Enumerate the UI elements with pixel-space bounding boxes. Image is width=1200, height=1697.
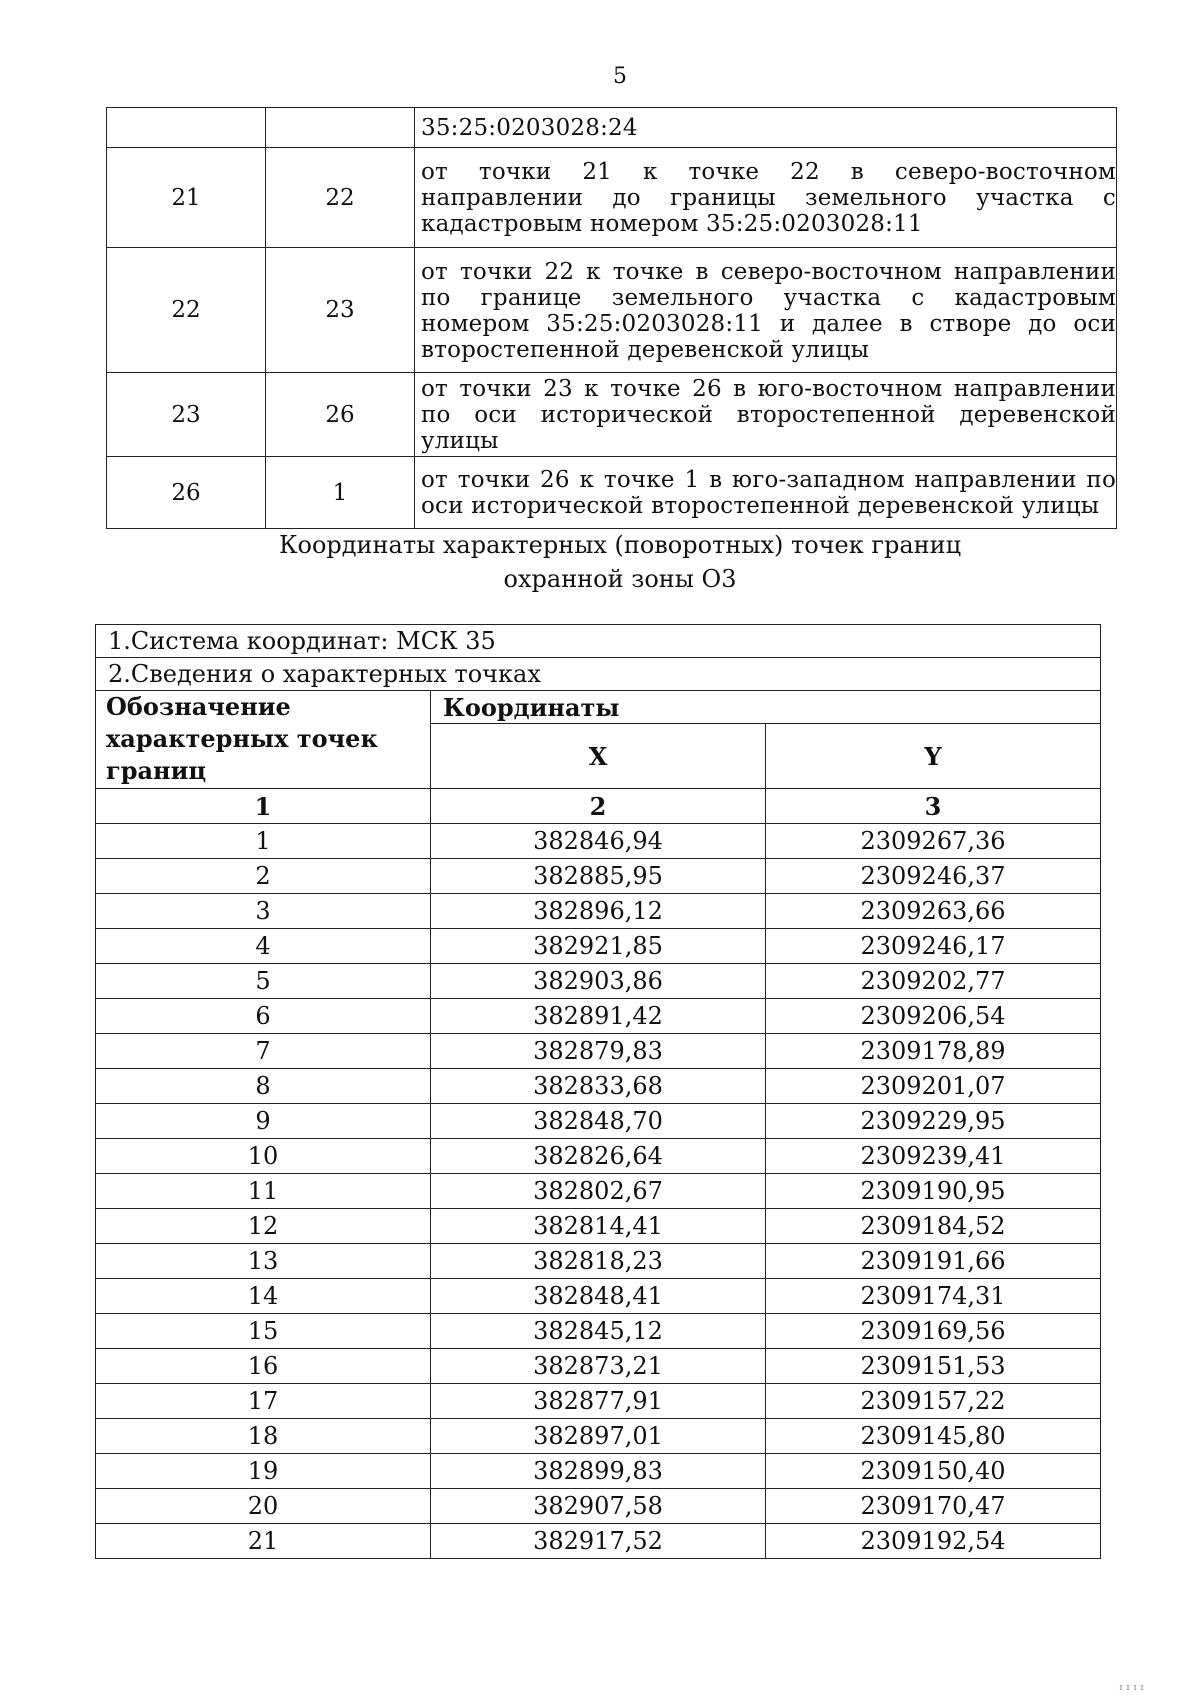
y-coordinate-cell: 2309145,80 (766, 1419, 1101, 1454)
point-id-cell: 11 (96, 1174, 431, 1209)
table-row (96, 1454, 1101, 1489)
table-row (96, 1524, 1101, 1559)
column-number: 1 (96, 789, 431, 824)
point-id-cell: 10 (96, 1139, 431, 1174)
point-id-cell: 18 (96, 1419, 431, 1454)
y-coordinate-cell: 2309184,52 (766, 1209, 1101, 1244)
table-row (96, 1104, 1101, 1139)
y-coordinate-cell: 2309246,17 (766, 929, 1101, 964)
route-description-cell: от точки 21 к точке 22 в северо-восточном направлении до границы земельного участка с кадастровым номером 35:25:0203028:11 (415, 148, 1117, 248)
x-coordinate-cell: 382903,86 (431, 964, 766, 999)
x-coordinate-cell: 382833,68 (431, 1069, 766, 1104)
boundary-route-table (106, 107, 1117, 529)
to-point-cell: 1 (266, 457, 415, 529)
scan-marks: ᴵᴵᴵᴵ (1118, 1685, 1147, 1696)
section-title-line-1: Координаты характерных (поворотных) точек границ (278, 531, 962, 559)
x-coordinate-cell: 382848,41 (431, 1279, 766, 1314)
y-coordinate-cell: 2309192,54 (766, 1524, 1101, 1559)
coordinate-system-row (96, 625, 1101, 658)
x-coordinate-cell: 382879,83 (431, 1034, 766, 1069)
table-row (107, 373, 1117, 457)
x-coordinate-cell: 382907,58 (431, 1489, 766, 1524)
table-row (96, 1034, 1101, 1069)
from-point-cell: 23 (107, 373, 266, 457)
y-coordinate-cell: 2309202,77 (766, 964, 1101, 999)
x-header: X (431, 724, 766, 789)
table-row (96, 859, 1101, 894)
section-title (0, 528, 1200, 596)
header-row (96, 691, 1101, 724)
table-row (96, 999, 1101, 1034)
table-row (96, 894, 1101, 929)
to-point-cell: 23 (266, 248, 415, 373)
y-coordinate-cell: 2309190,95 (766, 1174, 1101, 1209)
from-point-cell: 21 (107, 148, 266, 248)
table-row (107, 457, 1117, 529)
y-coordinate-cell: 2309178,89 (766, 1034, 1101, 1069)
y-coordinate-cell: 2309169,56 (766, 1314, 1101, 1349)
x-coordinate-cell: 382921,85 (431, 929, 766, 964)
route-description-cell: от точки 26 к точке 1 в юго-западном направлении по оси исторической второстепенной деревенской улицы (415, 457, 1117, 529)
y-header: Y (766, 724, 1101, 789)
points-info-cell: 2.Сведения о характерных точках (96, 658, 1101, 691)
column-number: 3 (766, 789, 1101, 824)
table-row (96, 1139, 1101, 1174)
designation-header: Обозначение характерных точек границ (96, 691, 431, 789)
y-coordinate-cell: 2309170,47 (766, 1489, 1101, 1524)
x-coordinate-cell: 382845,12 (431, 1314, 766, 1349)
table-row (96, 1314, 1101, 1349)
table-row (96, 1349, 1101, 1384)
table-row (96, 1384, 1101, 1419)
table-row (96, 1174, 1101, 1209)
route-description-cell: 35:25:0203028:24 (415, 108, 1117, 148)
table-row (107, 248, 1117, 373)
coordinate-system-cell: 1.Система координат: МСК 35 (96, 625, 1101, 658)
y-coordinate-cell: 2309151,53 (766, 1349, 1101, 1384)
y-coordinate-cell: 2309174,31 (766, 1279, 1101, 1314)
table-row (96, 1244, 1101, 1279)
point-id-cell: 3 (96, 894, 431, 929)
point-id-cell: 17 (96, 1384, 431, 1419)
y-coordinate-cell: 2309229,95 (766, 1104, 1101, 1139)
x-coordinate-cell: 382897,01 (431, 1419, 766, 1454)
point-id-cell: 2 (96, 859, 431, 894)
from-point-cell (107, 108, 266, 148)
x-coordinate-cell: 382917,52 (431, 1524, 766, 1559)
x-coordinate-cell: 382818,23 (431, 1244, 766, 1279)
point-id-cell: 5 (96, 964, 431, 999)
point-id-cell: 21 (96, 1524, 431, 1559)
point-id-cell: 20 (96, 1489, 431, 1524)
point-id-cell: 15 (96, 1314, 431, 1349)
column-number: 2 (431, 789, 766, 824)
y-coordinate-cell: 2309201,07 (766, 1069, 1101, 1104)
points-info-row (96, 658, 1101, 691)
point-id-cell: 8 (96, 1069, 431, 1104)
route-description-cell: от точки 22 к точке в северо-восточном направлении по границе земельного участка с кадастровым номером 35:25:0203028:11 и далее в створе до оси второстепенной деревенской улицы (415, 248, 1117, 373)
y-coordinate-cell: 2309239,41 (766, 1139, 1101, 1174)
y-coordinate-cell: 2309246,37 (766, 859, 1101, 894)
x-coordinate-cell: 382885,95 (431, 859, 766, 894)
point-id-cell: 7 (96, 1034, 431, 1069)
x-coordinate-cell: 382899,83 (431, 1454, 766, 1489)
x-coordinate-cell: 382873,21 (431, 1349, 766, 1384)
section-title-line-2: охранной зоны О3 (503, 565, 737, 593)
point-id-cell: 6 (96, 999, 431, 1034)
y-coordinate-cell: 2309150,40 (766, 1454, 1101, 1489)
point-id-cell: 19 (96, 1454, 431, 1489)
point-id-cell: 13 (96, 1244, 431, 1279)
y-coordinate-cell: 2309157,22 (766, 1384, 1101, 1419)
page-number: 5 (613, 64, 627, 89)
point-id-cell: 16 (96, 1349, 431, 1384)
to-point-cell: 26 (266, 373, 415, 457)
x-coordinate-cell: 382896,12 (431, 894, 766, 929)
x-coordinate-cell: 382814,41 (431, 1209, 766, 1244)
table-row (96, 1489, 1101, 1524)
x-coordinate-cell: 382848,70 (431, 1104, 766, 1139)
table-row (96, 929, 1101, 964)
y-coordinate-cell: 2309206,54 (766, 999, 1101, 1034)
table-row (107, 148, 1117, 248)
table-row (96, 1419, 1101, 1454)
from-point-cell: 26 (107, 457, 266, 529)
coordinates-header: Координаты (431, 691, 1101, 724)
x-coordinate-cell: 382826,64 (431, 1139, 766, 1174)
y-coordinate-cell: 2309263,66 (766, 894, 1101, 929)
table-row (96, 1069, 1101, 1104)
route-description-cell: от точки 23 к точке 26 в юго-восточном направлении по оси исторической второстепенной деревенской улицы (415, 373, 1117, 457)
x-coordinate-cell: 382846,94 (431, 824, 766, 859)
table-row (96, 1279, 1101, 1314)
table-row (96, 824, 1101, 859)
point-id-cell: 14 (96, 1279, 431, 1314)
x-coordinate-cell: 382802,67 (431, 1174, 766, 1209)
y-coordinate-cell: 2309267,36 (766, 824, 1101, 859)
point-id-cell: 9 (96, 1104, 431, 1139)
table-row (107, 108, 1117, 148)
point-id-cell: 1 (96, 824, 431, 859)
point-id-cell: 4 (96, 929, 431, 964)
table-row (96, 1209, 1101, 1244)
from-point-cell: 22 (107, 248, 266, 373)
coordinates-table (95, 624, 1101, 1559)
x-coordinate-cell: 382891,42 (431, 999, 766, 1034)
to-point-cell (266, 108, 415, 148)
y-coordinate-cell: 2309191,66 (766, 1244, 1101, 1279)
x-coordinate-cell: 382877,91 (431, 1384, 766, 1419)
coordinate-rows (96, 824, 1101, 1559)
table-row (96, 964, 1101, 999)
column-number-row (96, 789, 1101, 824)
point-id-cell: 12 (96, 1209, 431, 1244)
to-point-cell: 22 (266, 148, 415, 248)
